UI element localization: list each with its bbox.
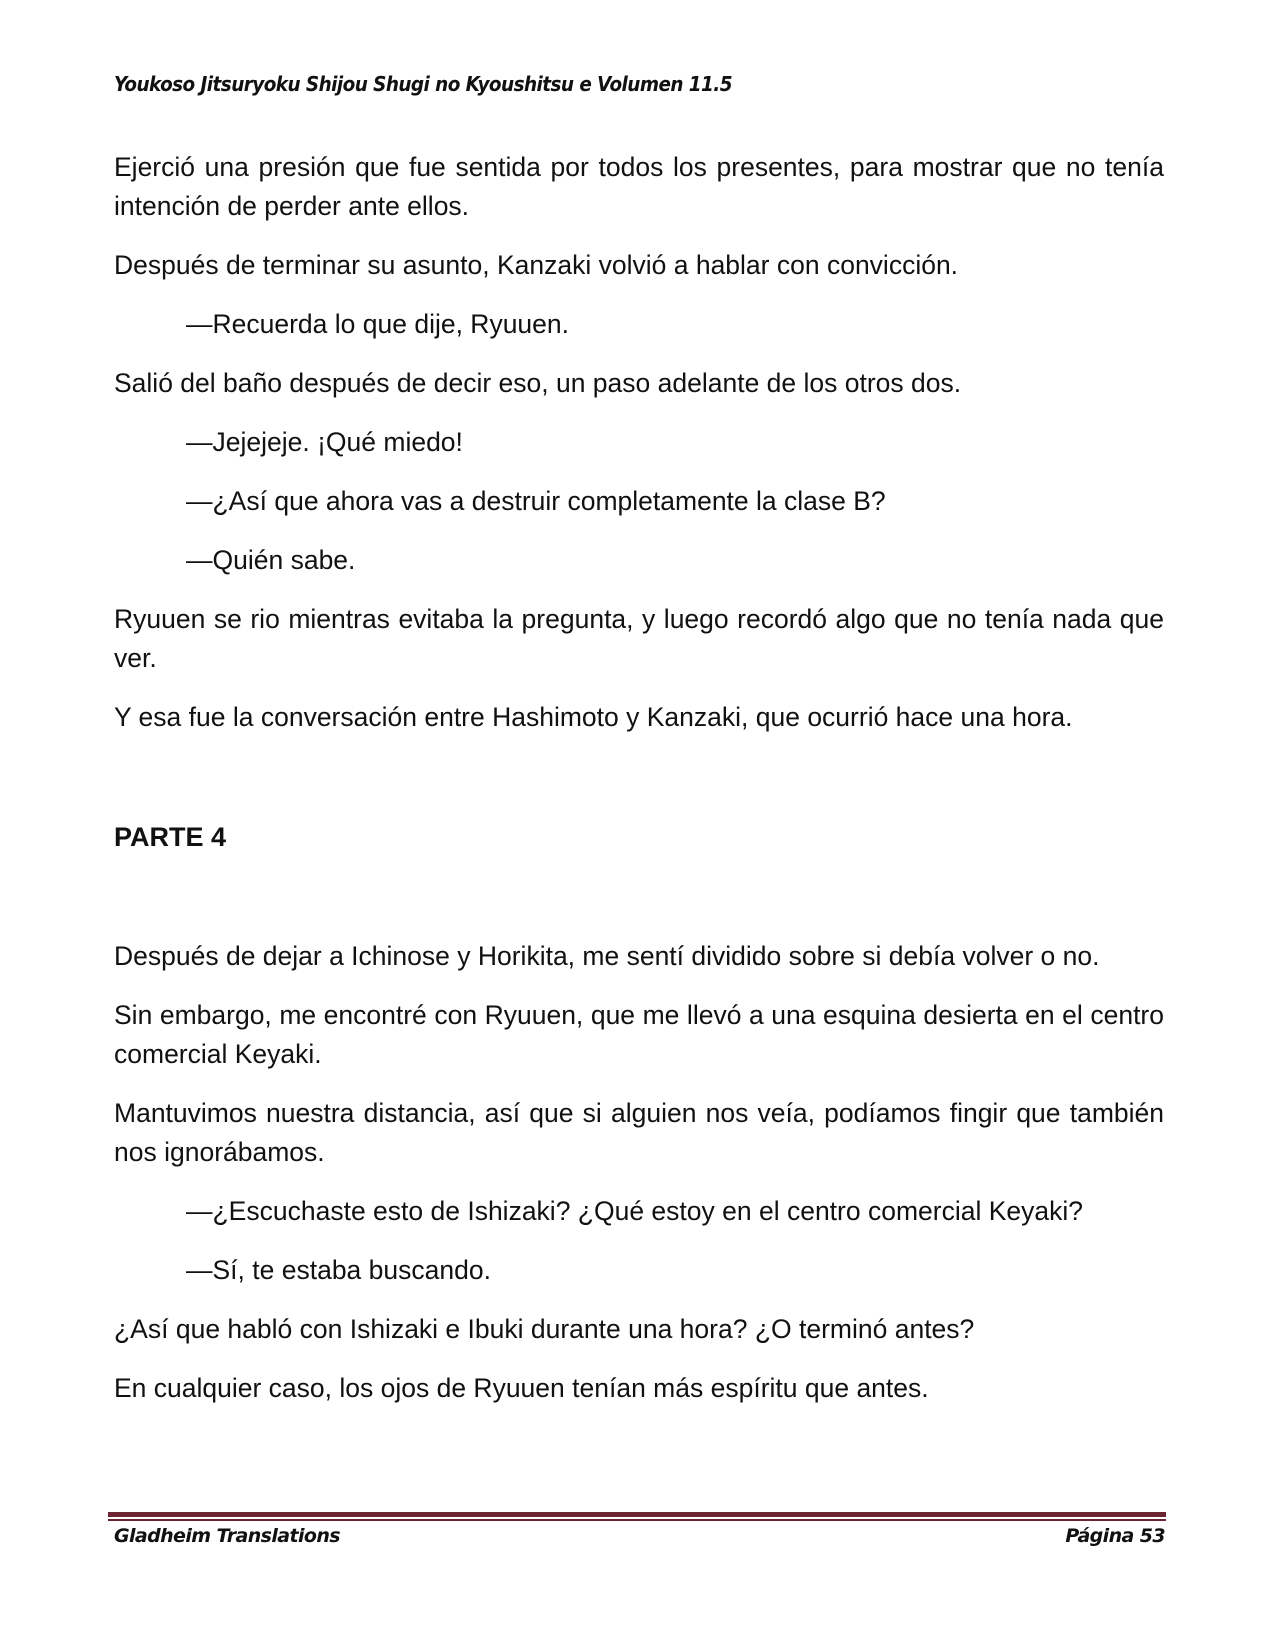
paragraph: Mantuvimos nuestra distancia, así que si alguien nos veía, podíamos fingir que también nos ignorábamos.	[114, 1098, 1164, 1167]
running-header: Youkoso Jitsuryoku Shijou Shugi no Kyoushitsu e Volumen 11.5	[114, 72, 732, 96]
paragraph: Después de dejar a Ichinose y Horikita, me sentí dividido sobre si debía volver o no.	[114, 941, 1100, 971]
paragraph: En cualquier caso, los ojos de Ryuuen tenían más espíritu que antes.	[114, 1373, 929, 1403]
footer-rule	[108, 1512, 1166, 1517]
footer-publisher: Gladheim Translations	[114, 1525, 340, 1547]
page-number: Página 53	[1065, 1525, 1165, 1547]
body-section-b	[114, 937, 1164, 1428]
paragraph: Ejerció una presión que fue sentida por todos los presentes, para mostrar que no tenía intención de perder ante ellos.	[114, 152, 1164, 221]
paragraph: Ryuuen se rio mientras evitaba la pregunta, y luego recordó algo que no tenía nada que ver.	[114, 604, 1164, 673]
body-section-a	[114, 148, 1164, 757]
dialog-line: —¿Así que ahora vas a destruir completamente la clase B?	[186, 486, 886, 516]
paragraph: Después de terminar su asunto, Kanzaki volvió a hablar con convicción.	[114, 250, 959, 280]
dialog-line: —Recuerda lo que dije, Ryuuen.	[186, 309, 570, 339]
footer-rule-thin	[108, 1519, 1166, 1521]
dialog-line: —Sí, te estaba buscando.	[186, 1255, 491, 1285]
paragraph: Salió del baño después de decir eso, un paso adelante de los otros dos.	[114, 368, 962, 398]
section-heading: PARTE 4	[114, 822, 227, 852]
dialog-line: —Jejejeje. ¡Qué miedo!	[186, 427, 463, 457]
paragraph: ¿Así que habló con Ishizaki e Ibuki durante una hora? ¿O terminó antes?	[114, 1314, 975, 1344]
paragraph: Sin embargo, me encontré con Ryuuen, que me llevó a una esquina desierta en el centro comercial Keyaki.	[114, 1000, 1164, 1069]
paragraph: Y esa fue la conversación entre Hashimoto y Kanzaki, que ocurrió hace una hora.	[114, 702, 1073, 732]
dialog-line: —¿Escuchaste esto de Ishizaki? ¿Qué estoy en el centro comercial Keyaki?	[186, 1196, 1084, 1226]
dialog-line: —Quién sabe.	[186, 545, 356, 575]
